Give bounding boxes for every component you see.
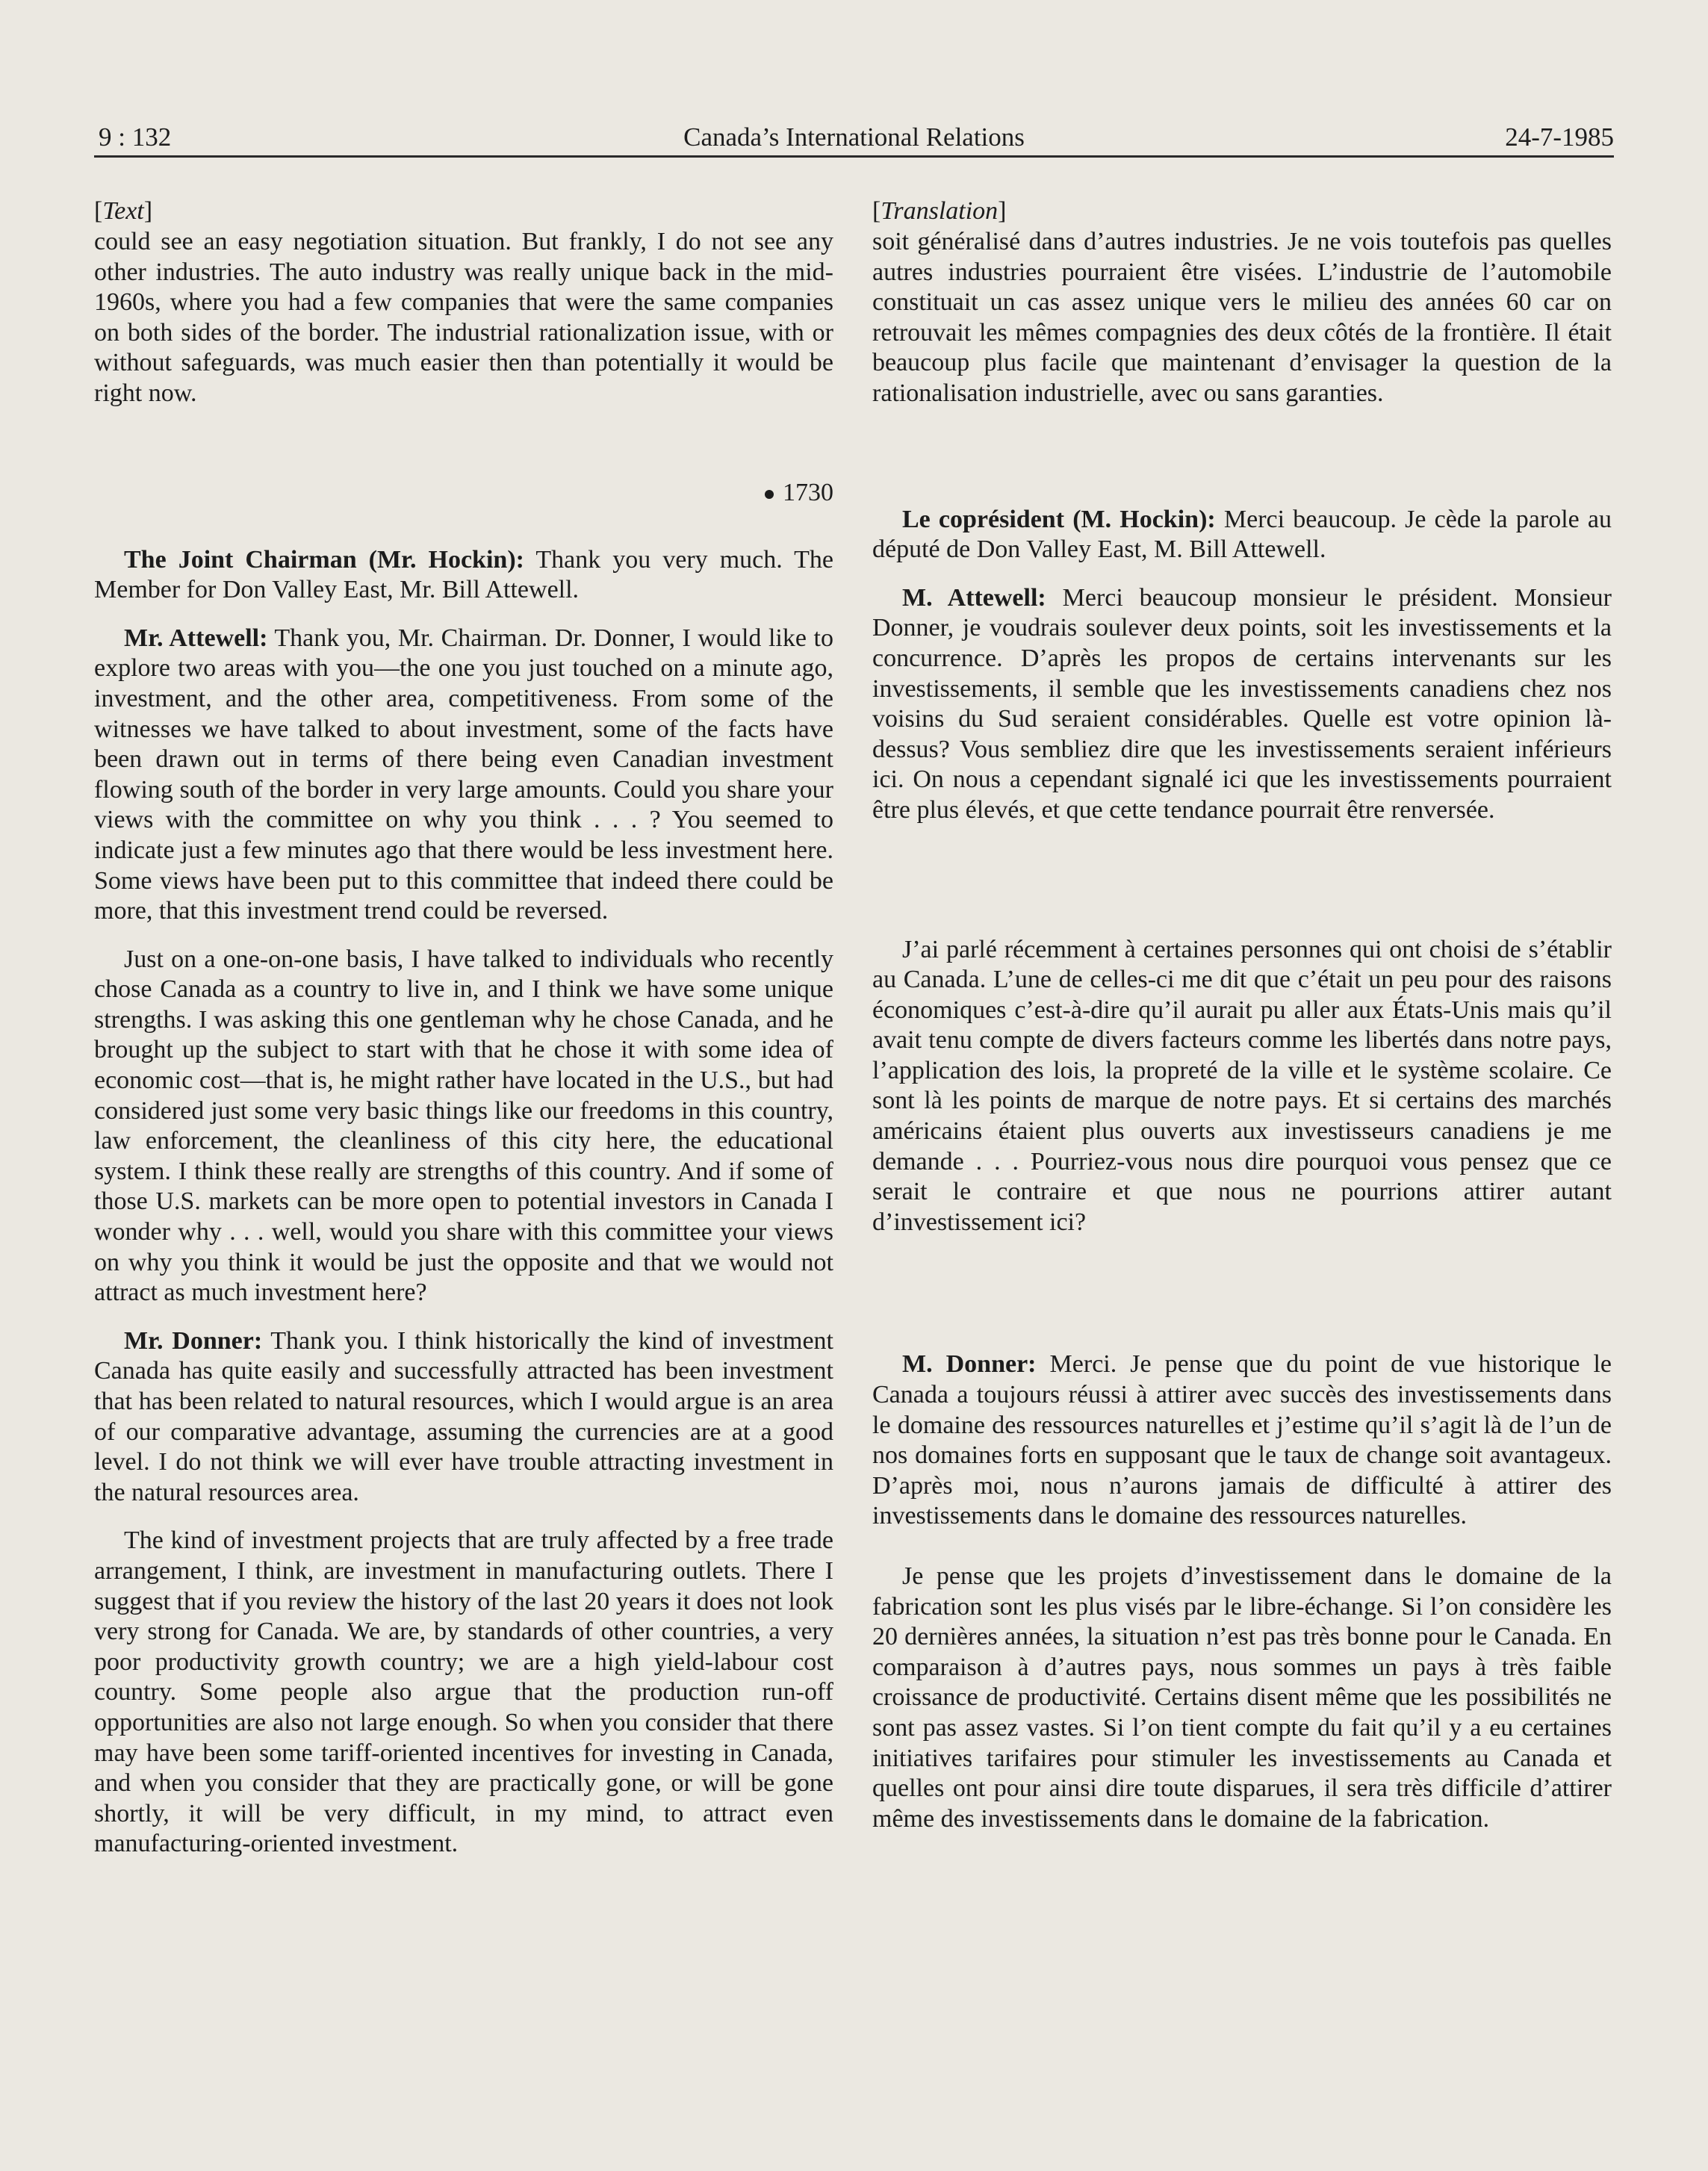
paragraph <box>872 1350 1612 1532</box>
paragraph <box>94 624 833 927</box>
speaker-name: The Joint Chairman (Mr. Hockin): <box>124 545 524 574</box>
paragraph: Just on a one-on-one basis, I have talked to individuals who recently chose Canada as a country to live in, and I think we have some unique strengths. I was asking this one gentleman why he chose Canada, and he brought up the subject to start with that he chose it with some idea of economic cost—that is, he might rather have located in the U.S., but had considered just some very basic things like our freedoms in this country, law enforcement, the cleanliness of this city here, the educational system. I think these really are strengths of this country. And if some of those U.S. markets can be more open to potential investors in Canada I wonder why . . . well, would you share with this committee your views on why you think it would be just the opposite and that we would not attract as much investment here? <box>94 945 833 1307</box>
speech-text: Thank you, Mr. Chairman. Dr. Donner, I would like to explore two areas with you—the one you just touched on a minute ago, investment, and the other area, competitiveness. From some of the witnesses we have talked to about investment, some of the facts have been drawn out in terms of there being even Canadian investment flowing south of the border in very large amounts. Could you share your views with the committee on why you think . . . ? You seemed to indicate just a few minutes ago that there would be less investment here. Some views have been put to this committee that indeed there could be more, that this investment trend could be reversed. <box>94 624 833 925</box>
speaker-name: Le coprésident (M. Hockin): <box>902 505 1216 533</box>
speaker-name: Mr. Attewell: <box>124 624 268 652</box>
paragraph: soit généralisé dans d’autres industries. Je ne vois toutefois pas quelles autres industries pourraient être visées. L’industrie de l’automobile constituait un cas assez unique vers le milieu des années 60 car on retrouvait les mêmes compagnies des deux côtés de la frontière. Il était beaucoup plus facile que maintenant d’envisager la question de la rationalisation industrielle, avec ou sans garanties. <box>872 228 1612 407</box>
paragraph: J’ai parlé récemment à certaines personnes qui ont choisi de s’établir au Canada. L’une de celles-ci me dit que c’était un peu pour des raisons économiques c’est-à-dire qu’il aurait pu aller aux États-Unis mais qu’il avait tenu compte de divers facteurs comme les libertés dans notre pays, l’application des lois, la propreté de la ville et le système scolaire. Ce sont là les points de marque de notre pays. Et si certains des marchés américains étaient plus ouverts aux investisseurs canadiens je me demande . . . Pourriez-vous nous dire pourquoi vous pensez que ce serait le contraire et que nous ne pourrions attirer autant d’investissement ici? <box>872 935 1612 1236</box>
paragraph: Je pense que les projets d’investissement dans le domaine de la fabrication sont les plus visés par le libre-échange. Si l’on considère les 20 dernières années, la situation n’est pas très bonne pour le Canada. En comparaison à d’autres pays, nous sommes un pays à très faible croissance de productivité. Certains disent même que les possibilités ne sont pas assez vastes. Si l’on tient compte du fait qu’il y a eu certaines initiatives tarifaires pour stimuler les investissements au Canada et quelles ont pour ainsi dire toute disparues, il sera très difficile d’attirer même des investissements dans le domaine de la fabrication. <box>872 1562 1612 1833</box>
paragraph <box>872 505 1612 565</box>
time-marker <box>94 478 833 508</box>
speech-text: Merci beaucoup monsieur le président. Monsieur Donner, je voudrais soulever deux points, soit les investissements et la concurrence. D’après les propos de certains intervenants sur les investissements, il semble que les investissements canadiens chez nos voisins du Sud seraient considérables. Quelle est votre opinion là-dessus? Vous sembliez dire que les investissements seraient inférieurs ici. On nous a cependant signalé ici que les investissements pourraient être plus élevés, et que cette tendance pourrait être renversée. <box>872 583 1612 824</box>
paragraph: could see an easy negotiation situation. But frankly, I do not see any other industries. The auto industry was really unique back in the mid-1960s, where you had a few companies that were the same companies on both sides of the border. The industrial rationalization issue, with or without safeguards, was much easier then than potentially it would be right now. <box>94 228 833 407</box>
paragraph <box>94 1326 833 1509</box>
english-column <box>94 196 833 1860</box>
speaker-name: M. Attewell: <box>902 583 1046 612</box>
page-header <box>94 121 1614 158</box>
speaker-name: Mr. Donner: <box>124 1326 263 1355</box>
paragraph <box>872 583 1612 826</box>
column-tag: [Translation] <box>872 197 1007 225</box>
column-tag-label: Text <box>102 197 144 225</box>
speech-text: Thank you very much. The Member for Don Valley East, Mr. Bill Attewell. <box>94 545 833 604</box>
speech-text: Merci beaucoup. Je cède la parole au député de Don Valley East, M. Bill Attewell. <box>872 505 1612 564</box>
french-column <box>872 196 1612 1834</box>
page-date: 24-7-1985 <box>1505 122 1614 152</box>
time-marker-label: 1730 <box>783 478 833 506</box>
bullet-icon <box>765 490 774 499</box>
speech-text: Merci. Je pense que du point de vue historique le Canada a toujours réussi à attirer avec succès des investissements dans le domaine des ressources naturelles et j’estime qu’il s’agit là de l’un de nos domaines forts en supposant que le taux de change soit avantageux. D’après moi, nous n’aurons jamais de difficulté à attirer des investissements dans le domaine des ressources naturelles. <box>872 1350 1612 1530</box>
speaker-name: M. Donner: <box>902 1350 1037 1379</box>
paragraph: The kind of investment projects that are truly affected by a free trade arrangement, I think, are investment in manufacturing outlets. There I suggest that if you review the history of the last 20 years it does not look very strong for Canada. We are, by standards of other countries, a very poor productivity growth country; we are a high yield-labour cost country. Some people also argue that the production run-off opportunities are also not large enough. So when you consider that there may have been some tariff-oriented incentives for investing in Canada, and when you consider that they are practically gone, or will be gone shortly, it will be very difficult, in my mind, to attract even manufacturing-oriented investment. <box>94 1526 833 1858</box>
paragraph <box>94 545 833 606</box>
page-number: 9 : 132 <box>99 122 172 152</box>
column-tag-label: Translation <box>881 197 999 225</box>
speech-text: Thank you. I think historically the kind of investment Canada has quite easily and successfully attracted has been investment that has been related to natural resources, which I would argue is an area of our comparative advantage, assuming the currencies are at a good level. I do not think we will ever have trouble attracting investment in the natural resources area. <box>94 1326 833 1506</box>
publication-title: Canada’s International Relations <box>683 122 1025 152</box>
column-tag: [Text] <box>94 197 153 225</box>
